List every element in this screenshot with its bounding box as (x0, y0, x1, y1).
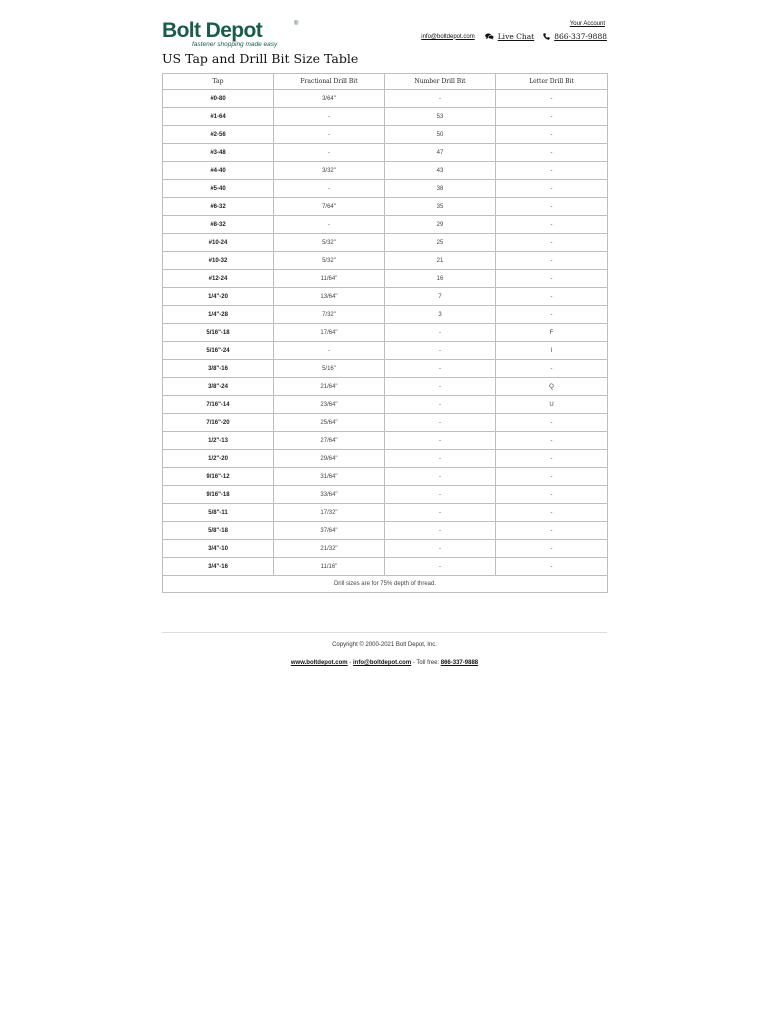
table-row (163, 558, 608, 576)
table-row (163, 252, 608, 270)
tap-cell: 7/16"-14 (163, 396, 274, 414)
fractional-drill-cell: 25/64" (274, 414, 385, 432)
number-drill-cell: 29 (385, 216, 496, 234)
tap-cell: 5/16"-18 (163, 324, 274, 342)
letter-drill-cell: - (496, 252, 608, 270)
fractional-drill-cell: 37/64" (274, 522, 385, 540)
tap-cell: #1-64 (163, 108, 274, 126)
fractional-drill-cell: 31/64" (274, 468, 385, 486)
footer-links (162, 660, 607, 666)
number-drill-cell: - (385, 540, 496, 558)
table-row (163, 324, 608, 342)
fractional-drill-cell: 27/64" (274, 432, 385, 450)
tap-cell: 1/2"-13 (163, 432, 274, 450)
fractional-drill-cell: 21/32" (274, 540, 385, 558)
letter-drill-cell: - (496, 234, 608, 252)
tap-cell: #0-80 (163, 90, 274, 108)
copyright-text: Copyright © 2000-2021 Bolt Depot, Inc. (332, 642, 437, 648)
letter-drill-cell: - (496, 306, 608, 324)
table-row (163, 396, 608, 414)
tap-cell: #8-32 (163, 216, 274, 234)
fractional-drill-cell: 7/64" (274, 198, 385, 216)
table-row (163, 342, 608, 360)
fractional-drill-cell: 5/32" (274, 252, 385, 270)
tap-cell: #2-56 (163, 126, 274, 144)
column-header-fractional-drill-bit: Fractional Drill Bit (274, 74, 385, 90)
letter-drill-cell: Q (496, 378, 608, 396)
tap-cell: 3/4"-16 (163, 558, 274, 576)
table-row (163, 522, 608, 540)
tap-cell: 3/8"-16 (163, 360, 274, 378)
letter-drill-cell: - (496, 216, 608, 234)
your-account-link[interactable]: Your Account (569, 21, 605, 27)
letter-drill-cell: - (496, 162, 608, 180)
fractional-drill-cell: 33/64" (274, 486, 385, 504)
fractional-drill-cell: 23/64" (274, 396, 385, 414)
table-row (163, 162, 608, 180)
table-row (163, 432, 608, 450)
number-drill-cell: 50 (385, 126, 496, 144)
number-drill-cell: - (385, 558, 496, 576)
header-phone-link[interactable]: 866-337-9888 (554, 32, 607, 41)
footer-divider (162, 632, 607, 633)
fractional-drill-cell: - (274, 126, 385, 144)
number-drill-cell: 3 (385, 306, 496, 324)
number-drill-cell: - (385, 324, 496, 342)
number-drill-cell: - (385, 342, 496, 360)
footer-email-link[interactable]: info@boltdepot.com (352, 660, 412, 666)
fractional-drill-cell: - (274, 180, 385, 198)
tap-cell: #4-40 (163, 162, 274, 180)
registered-mark: ® (294, 21, 299, 27)
thread-depth-note: Drill sizes are for 75% depth of thread. (163, 576, 608, 593)
fractional-drill-cell: - (274, 144, 385, 162)
table-header-row (163, 74, 608, 90)
letter-drill-cell: - (496, 108, 608, 126)
tap-cell: #10-32 (163, 252, 274, 270)
letter-drill-cell: - (496, 558, 608, 576)
letter-drill-cell: - (496, 522, 608, 540)
tap-cell: 7/16"-20 (163, 414, 274, 432)
table-row (163, 306, 608, 324)
page-title: US Tap and Drill Bit Size Table (162, 51, 359, 66)
fractional-drill-cell: 5/32" (274, 234, 385, 252)
number-drill-cell: 35 (385, 198, 496, 216)
toll-free-label: - Toll free: (411, 660, 441, 666)
chat-bubbles-icon (485, 33, 494, 40)
letter-drill-cell: - (496, 198, 608, 216)
letter-drill-cell: - (496, 126, 608, 144)
tap-cell: 5/8"-11 (163, 504, 274, 522)
footer-phone-link[interactable]: 866-337-9888 (440, 660, 479, 666)
letter-drill-cell: - (496, 468, 608, 486)
number-drill-cell: - (385, 468, 496, 486)
number-drill-cell: - (385, 522, 496, 540)
table-row (163, 504, 608, 522)
tap-cell: #12-24 (163, 270, 274, 288)
table-row (163, 450, 608, 468)
letter-drill-cell: - (496, 540, 608, 558)
logo-wordmark: Bolt Depot (162, 19, 263, 42)
contact-row (421, 32, 607, 41)
fractional-drill-cell: - (274, 108, 385, 126)
fractional-drill-cell: 29/64" (274, 450, 385, 468)
fractional-drill-cell: 11/64" (274, 270, 385, 288)
number-drill-cell: - (385, 432, 496, 450)
tap-cell: 1/4"-28 (163, 306, 274, 324)
tap-cell: #6-32 (163, 198, 274, 216)
tap-cell: 5/16"-24 (163, 342, 274, 360)
tap-cell: 3/8"-24 (163, 378, 274, 396)
number-drill-cell: 16 (385, 270, 496, 288)
tap-cell: 5/8"-18 (163, 522, 274, 540)
header (162, 18, 607, 52)
table-row (163, 90, 608, 108)
number-drill-cell: - (385, 396, 496, 414)
table-row (163, 108, 608, 126)
fractional-drill-cell: 17/32" (274, 504, 385, 522)
live-chat-link[interactable]: Live Chat (497, 32, 535, 41)
table-row (163, 414, 608, 432)
table-row (163, 378, 608, 396)
number-drill-cell: - (385, 90, 496, 108)
phone-icon (543, 33, 550, 40)
letter-drill-cell: I (496, 342, 608, 360)
letter-drill-cell: U (496, 396, 608, 414)
table-row (163, 468, 608, 486)
letter-drill-cell: - (496, 432, 608, 450)
fractional-drill-cell: 5/16" (274, 360, 385, 378)
number-drill-cell: - (385, 486, 496, 504)
tap-cell: 1/2"-20 (163, 450, 274, 468)
fractional-drill-cell: 7/32" (274, 306, 385, 324)
footer-separator: - (347, 660, 353, 666)
letter-drill-cell: - (496, 180, 608, 198)
tap-drill-size-table (162, 73, 608, 593)
tap-cell: 3/4"-10 (163, 540, 274, 558)
number-drill-cell: - (385, 450, 496, 468)
letter-drill-cell: F (496, 324, 608, 342)
fractional-drill-cell: 21/64" (274, 378, 385, 396)
fractional-drill-cell: 13/64" (274, 288, 385, 306)
fractional-drill-cell: - (274, 216, 385, 234)
letter-drill-cell: - (496, 450, 608, 468)
table-row (163, 144, 608, 162)
column-header-letter-drill-bit: Letter Drill Bit (496, 74, 608, 90)
number-drill-cell: 21 (385, 252, 496, 270)
fractional-drill-cell: 11/16" (274, 558, 385, 576)
tap-cell: #10-24 (163, 234, 274, 252)
number-drill-cell: 43 (385, 162, 496, 180)
number-drill-cell: - (385, 414, 496, 432)
fractional-drill-cell: 3/64" (274, 90, 385, 108)
page (162, 18, 607, 587)
header-email-link[interactable]: info@boltdepot.com (421, 33, 475, 40)
tap-cell: 9/16"-18 (163, 486, 274, 504)
number-drill-cell: 38 (385, 180, 496, 198)
letter-drill-cell: - (496, 288, 608, 306)
letter-drill-cell: - (496, 486, 608, 504)
bolt-depot-logo[interactable] (162, 20, 312, 52)
table-row (163, 360, 608, 378)
tap-cell: #5-40 (163, 180, 274, 198)
number-drill-cell: - (385, 360, 496, 378)
table-row (163, 216, 608, 234)
table-row (163, 198, 608, 216)
logo-tagline: fastener shopping made easy (192, 41, 278, 48)
number-drill-cell: 25 (385, 234, 496, 252)
letter-drill-cell: - (496, 270, 608, 288)
letter-drill-cell: - (496, 90, 608, 108)
number-drill-cell: 53 (385, 108, 496, 126)
footer-website-link[interactable]: www.boltdepot.com (290, 660, 348, 666)
letter-drill-cell: - (496, 144, 608, 162)
fractional-drill-cell: 17/64" (274, 324, 385, 342)
column-header-number-drill-bit: Number Drill Bit (385, 74, 496, 90)
table-row (163, 540, 608, 558)
table-row (163, 486, 608, 504)
table-row (163, 126, 608, 144)
table-row (163, 180, 608, 198)
tap-cell: 9/16"-12 (163, 468, 274, 486)
table-row (163, 234, 608, 252)
number-drill-cell: - (385, 504, 496, 522)
letter-drill-cell: - (496, 414, 608, 432)
fractional-drill-cell: 3/32" (274, 162, 385, 180)
letter-drill-cell: - (496, 360, 608, 378)
tap-cell: #3-48 (163, 144, 274, 162)
number-drill-cell: 7 (385, 288, 496, 306)
table-row (163, 270, 608, 288)
table-row (163, 288, 608, 306)
number-drill-cell: 47 (385, 144, 496, 162)
table-note-row (163, 576, 608, 593)
tap-cell: 1/4"-20 (163, 288, 274, 306)
column-header-tap: Tap (163, 74, 274, 90)
letter-drill-cell: - (496, 504, 608, 522)
table-body (163, 90, 608, 576)
fractional-drill-cell: - (274, 342, 385, 360)
number-drill-cell: - (385, 378, 496, 396)
